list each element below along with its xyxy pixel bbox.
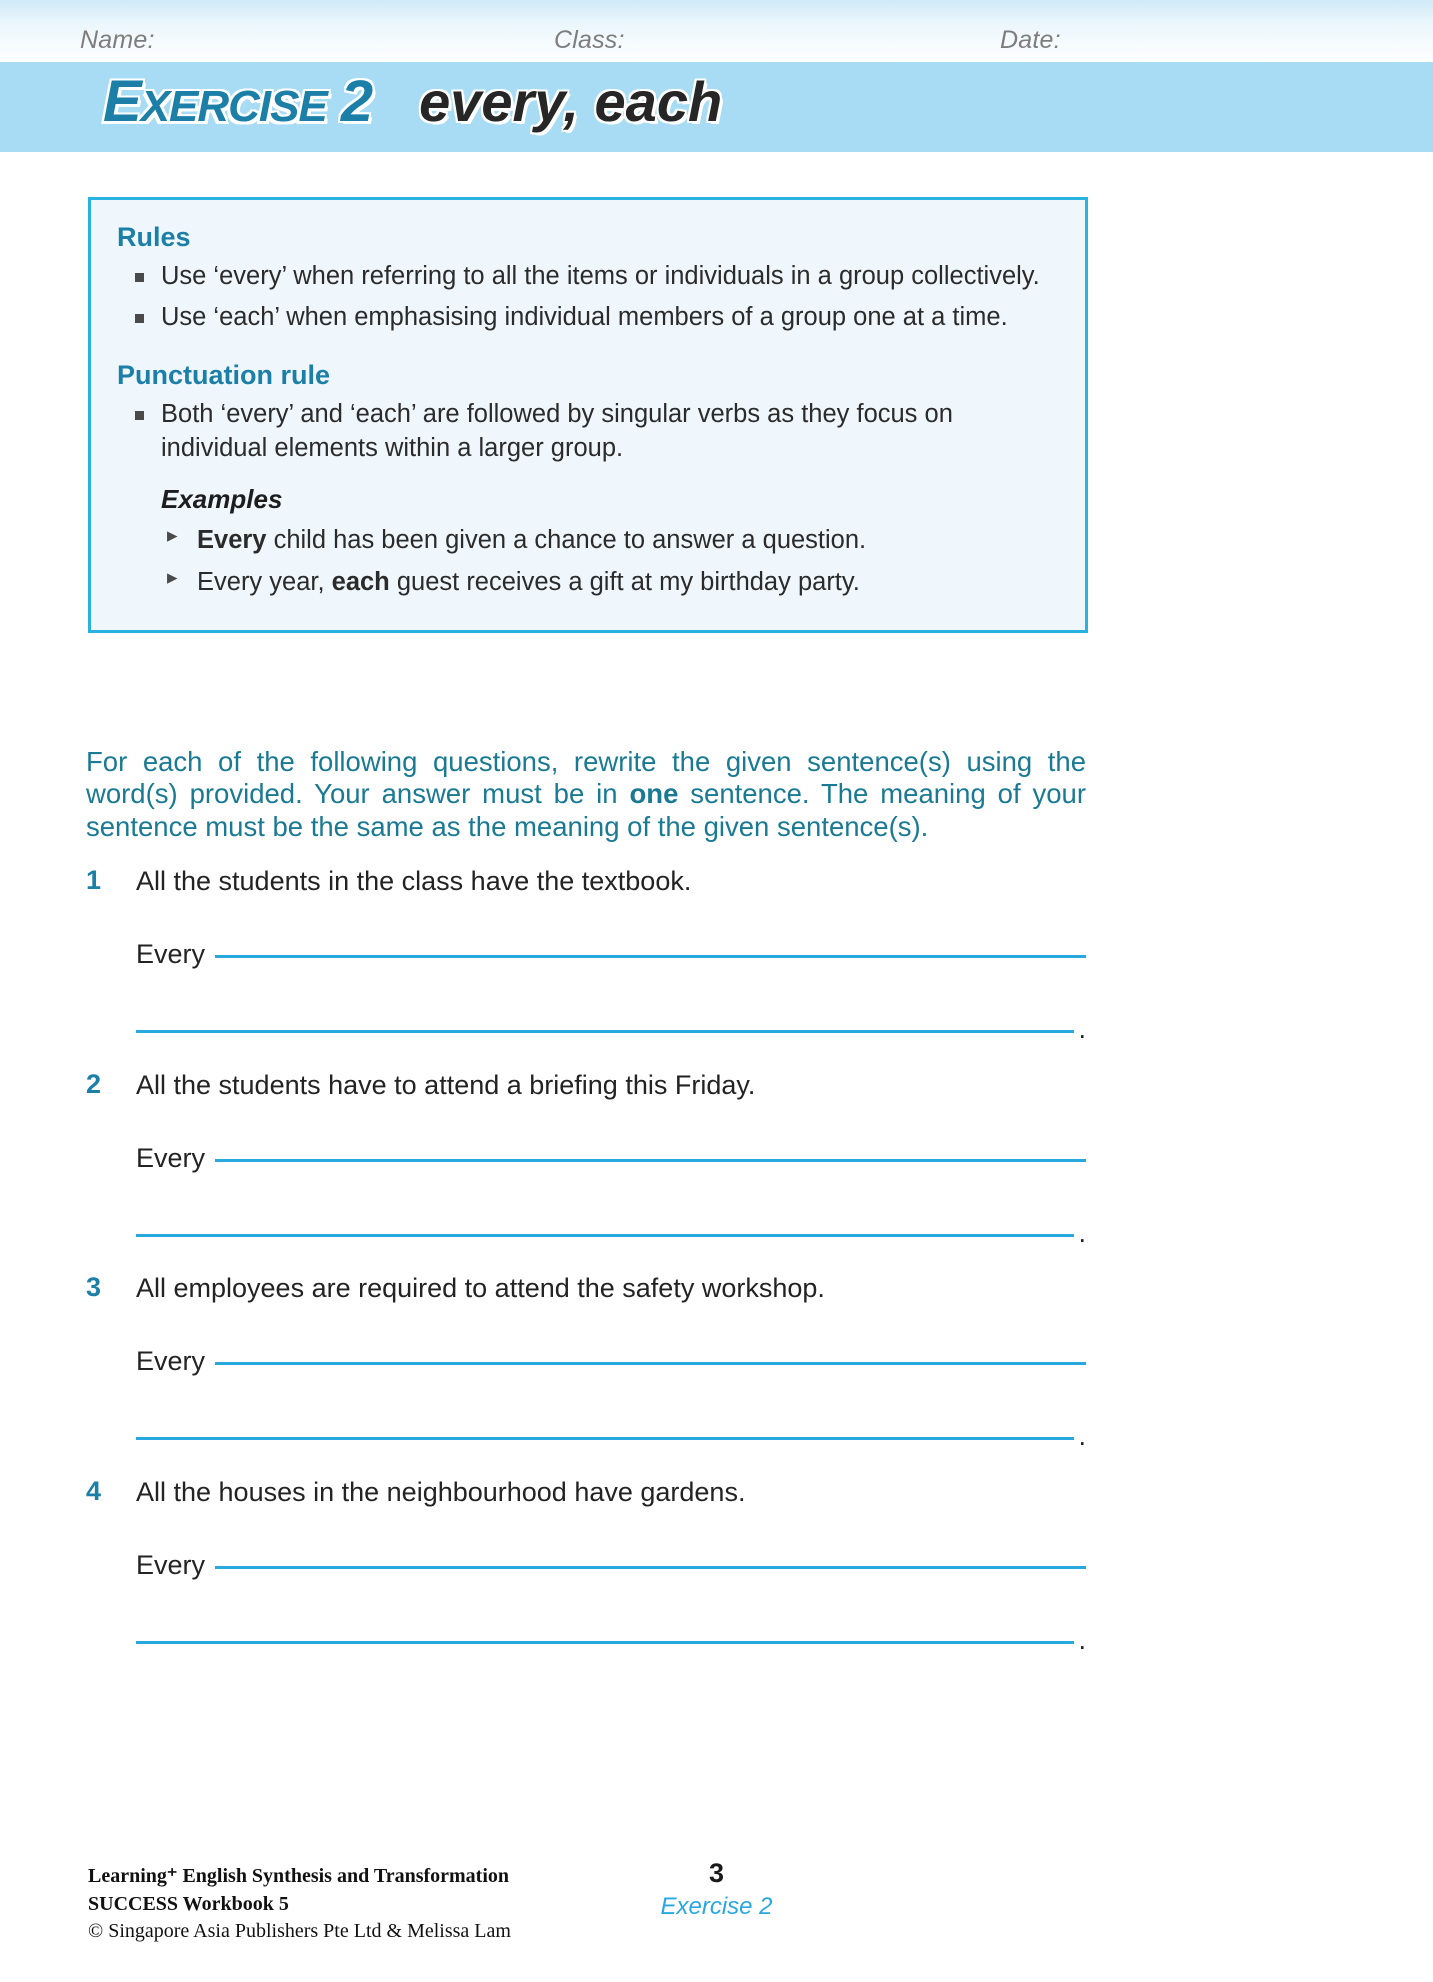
answer-rule[interactable] <box>215 955 1086 958</box>
question-2 <box>86 1069 1086 1249</box>
footer-copyright: © Singapore Asia Publishers Pte Ltd & Melissa Lam <box>88 1920 511 1943</box>
exercise-topic: every, each <box>419 70 723 133</box>
question-4-answer-line-2[interactable] <box>136 1625 1086 1656</box>
example-item <box>117 566 1063 599</box>
question-2-answer-prefix: Every <box>136 1143 206 1173</box>
punctuation-rule-heading: Punctuation rule <box>117 360 331 391</box>
question-3-number: 3 <box>86 1272 102 1302</box>
question-1-answer-prefix: Every <box>136 939 206 969</box>
answer-rule[interactable] <box>215 1159 1086 1162</box>
exercise-number: 2 <box>340 69 374 134</box>
instructions-part1: For each of the following questions, rewrite the given sentence(s) using the word(s) provided. Your answer must be in <box>86 745 1086 810</box>
question-4-answer-line-1[interactable] <box>136 1550 1086 1581</box>
example-item <box>117 524 1063 557</box>
rules-heading: Rules <box>117 222 191 252</box>
footer-pagination <box>0 1858 1433 1921</box>
examples-list <box>117 524 1063 599</box>
question-3-answer-prefix: Every <box>136 1346 206 1376</box>
date-label: Date: <box>1000 26 1061 54</box>
punctuation-rules-list <box>117 398 1063 465</box>
answer-rule[interactable] <box>136 1030 1074 1033</box>
page-number: 3 <box>708 1858 725 1888</box>
question-3-answer-line-1[interactable] <box>136 1346 1086 1377</box>
question-1-answer-line-1[interactable] <box>136 939 1086 970</box>
name-label: Name: <box>80 26 155 54</box>
answer-rule[interactable] <box>215 1362 1086 1365</box>
answer-rule[interactable] <box>136 1234 1074 1237</box>
question-3-text: All employees are required to attend the safety workshop. <box>136 1273 825 1303</box>
question-2-answer-line-2[interactable] <box>136 1218 1086 1249</box>
instructions-part2: sentence. The meaning of your sentence must be the same as the meaning of the given sentence(s). <box>86 778 1086 842</box>
question-1-text: All the students in the class have the textbook. <box>136 866 692 896</box>
exercise-initial: E <box>103 69 141 134</box>
question-2-number: 2 <box>86 1069 102 1099</box>
question-4 <box>86 1476 1086 1656</box>
question-2-prompt <box>86 1069 1086 1107</box>
example-rest: child has been given a chance to answer a question. <box>266 525 867 554</box>
rules-list <box>117 260 1063 334</box>
rules-box <box>88 197 1088 633</box>
exercise-title-band <box>0 62 1433 152</box>
question-3 <box>86 1272 1086 1452</box>
question-3-prompt <box>86 1272 1086 1310</box>
question-3-answer-line-2[interactable] <box>136 1421 1086 1452</box>
answer-rule[interactable] <box>136 1437 1074 1440</box>
question-1-number: 1 <box>86 865 102 895</box>
exercise-title <box>103 68 722 135</box>
question-1-prompt <box>86 865 1086 903</box>
example-bold-lead: Every <box>197 525 267 554</box>
footer-line-1: Learning⁺ English Synthesis and Transformation <box>88 1865 510 1887</box>
answer-rule[interactable] <box>215 1566 1086 1569</box>
question-4-prompt <box>86 1476 1086 1514</box>
question-4-terminator: . <box>1078 1625 1086 1655</box>
rule-item: Use ‘each’ when emphasising individual members of a group one at a time. <box>117 301 1063 335</box>
exercise-word: XERCISE <box>140 82 327 131</box>
footer-line-2: SUCCESS Workbook 5 <box>88 1892 289 1915</box>
question-1-answer-line-2[interactable] <box>136 1014 1086 1045</box>
answer-rule[interactable] <box>136 1641 1074 1644</box>
class-label: Class: <box>554 26 625 54</box>
example-post: guest receives a gift at my birthday party. <box>389 567 860 596</box>
examples-label: Examples <box>161 483 283 514</box>
question-4-number: 4 <box>86 1476 102 1506</box>
instructions-emphasis: one <box>629 778 679 810</box>
question-1 <box>86 865 1086 1045</box>
question-3-terminator: . <box>1078 1421 1086 1451</box>
punctuation-rule-item: Both ‘every’ and ‘each’ are followed by singular verbs as they focus on individual elements within a larger group. <box>117 398 1063 465</box>
question-1-terminator: . <box>1078 1014 1086 1044</box>
question-4-text: All the houses in the neighbourhood have gardens. <box>136 1477 746 1507</box>
page-subtitle: Exercise 2 <box>660 1893 773 1920</box>
question-2-answer-line-1[interactable] <box>136 1143 1086 1174</box>
example-bold-mid: each <box>331 567 390 596</box>
question-2-terminator: . <box>1078 1218 1086 1248</box>
question-2-text: All the students have to attend a briefing this Friday. <box>136 1070 756 1100</box>
example-pre: Every year, <box>197 567 332 596</box>
question-4-answer-prefix: Every <box>136 1550 206 1580</box>
instructions-paragraph <box>86 746 1086 844</box>
rule-item: Use ‘every’ when referring to all the items or individuals in a group collectively. <box>117 260 1063 294</box>
header-strip <box>0 0 1433 62</box>
